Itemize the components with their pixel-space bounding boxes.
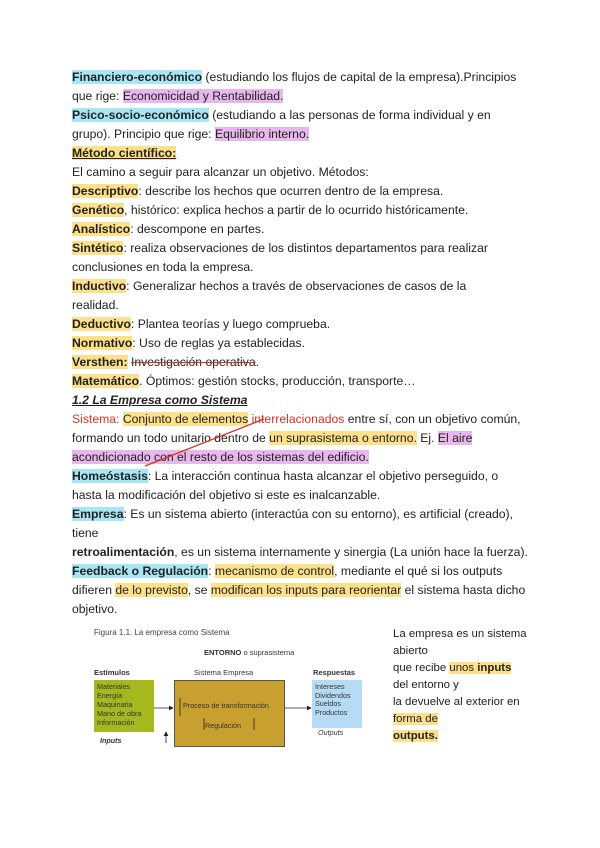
heading-metodo: Método científico: [72,146,177,160]
method-item: Descriptivo: describe los hechos que ocurren dentro de la empresa. [72,184,444,198]
paragraph-sistema: Sistema: Conjunto de elementos interrelacionados entre sí, con un objetivo común, [72,412,521,426]
method-item: Versthen: Investigación operativa. [72,355,259,369]
document-body: Financiero-económico (estudiando los flujos de capital de la empresa).Principios que rige: Economicidad y Rentabilidad. Psico-socio-económico (estudiando a las personas de forma individual y en grupo). Principio que rige: Equilibrio interno. Método científico: El camino a seguir para alcanzar un objetivo. Métodos: Descriptivo: describe los hechos que ocurren dentro de la empresa. Genético, histórico: explica hechos a partir de lo ocurrido históricamente. Analístico: descompone en partes. Sintético: realiza observaciones de los distintos departamentos para realizar conclusiones en toda la empresa. Inductivo: Generalizar hechos a través de observaciones de casos de la realidad. Deductivo: Plantea teorías y luego comprueba. Normativo: Uso de reglas ya establecidas. Versthen: Investigación operativa. Matemático. Óptimos: gestión stocks, producción, transporte… 1.2 La Empresa como Sistema Sistema: Conjunto de elementos interrelacionados entre sí, con un objetivo común, formando un todo unitario dentro de un suprasistema o entorno. Ej. El aire acondicionado con el resto de los sistemas del edificio. Homeóstasis: La interacción continua hasta alcanzar el objetivo perseguido, o hasta la modificación del objetivo si este es inalcanzable. Empresa: Es un sistema abierto (interactúa con su entorno), es artificial (creado), tiene retroalimentación, es un sistema internamente y sinergia (La unión hace la fuerza). Feedback o Regulación: mecanismo de control, mediante el qué si los outputs difieren de lo previsto, se modifican los inputs para reorientar el sistema hasta dicho objetivo. [72,68,532,619]
label-estimulos: Estímulos [94,668,130,677]
inputs-box: Materiales Energía Maquinaria Mano de obra Información [94,680,154,732]
method-item: Matemático. Óptimos: gestión stocks, producción, transporte… [72,374,416,388]
method-item: Normativo: Uso de reglas ya establecidas. [72,336,306,350]
figure-arrows [94,628,384,758]
metodo-intro: El camino a seguir para alcanzar un objetivo. Métodos: [72,165,369,179]
principle-highlight: Economicidad y Rentabilidad. [122,89,284,103]
method-item: Deductivo: Plantea teorías y luego comprueba. [72,317,331,331]
inputs-label: Inputs [100,736,122,745]
method-item: Sintético: realiza observaciones de los distintos departamentos para realizar [72,241,488,255]
method-item: Analístico: descompone en partes. [72,222,265,236]
side-note: La empresa es un sistema abierto que recibe unos inputs del entorno y la devuelve al exterior en forma de outputs. [393,628,527,742]
term-psico: Psico-socio-económico [72,108,209,122]
label-sistema-empresa: Sistema Empresa [194,668,254,677]
regulation-label: Regulación [205,721,241,730]
outputs-label: Outputs [318,728,344,737]
method-item: Genético, histórico: explica hechos a partir de lo ocurrido históricamente. [72,203,469,217]
paragraph-empresa: Empresa: Es un sistema abierto (interactúa con su entorno), es artificial (creado), [72,507,514,521]
paragraph-feedback: Feedback o Regulación: mecanismo de control, mediante el qué si los outputs [72,564,503,578]
paragraph-psico: Psico-socio-económico (estudiando a las personas de forma individual y en [72,108,491,122]
system-figure [94,628,384,758]
paragraph-homeostasis: Homeóstasis: La interacción continua hasta alcanzar el objetivo perseguido, o [72,469,499,483]
process-label: Proceso de transformación [183,701,269,710]
term-financiero: Financiero-económico [72,70,203,84]
figure-caption: Figura 1.1. La empresa como Sistema [94,628,230,637]
section-title: 1.2 La Empresa como Sistema [72,393,248,407]
principle-highlight: Equilibrio interno. [214,127,310,141]
paragraph-financiero: Financiero-económico (estudiando los flujos de capital de la empresa).Principios [72,70,517,84]
method-item: Inductivo: Generalizar hechos a través de observaciones de casos de la [72,279,467,293]
label-respuestas: Respuestas [313,668,356,677]
outputs-box: Intereses Dividendos Sueldos Productos [312,680,362,728]
figure-entorno: ENTORNO o suprasistema [204,648,295,657]
